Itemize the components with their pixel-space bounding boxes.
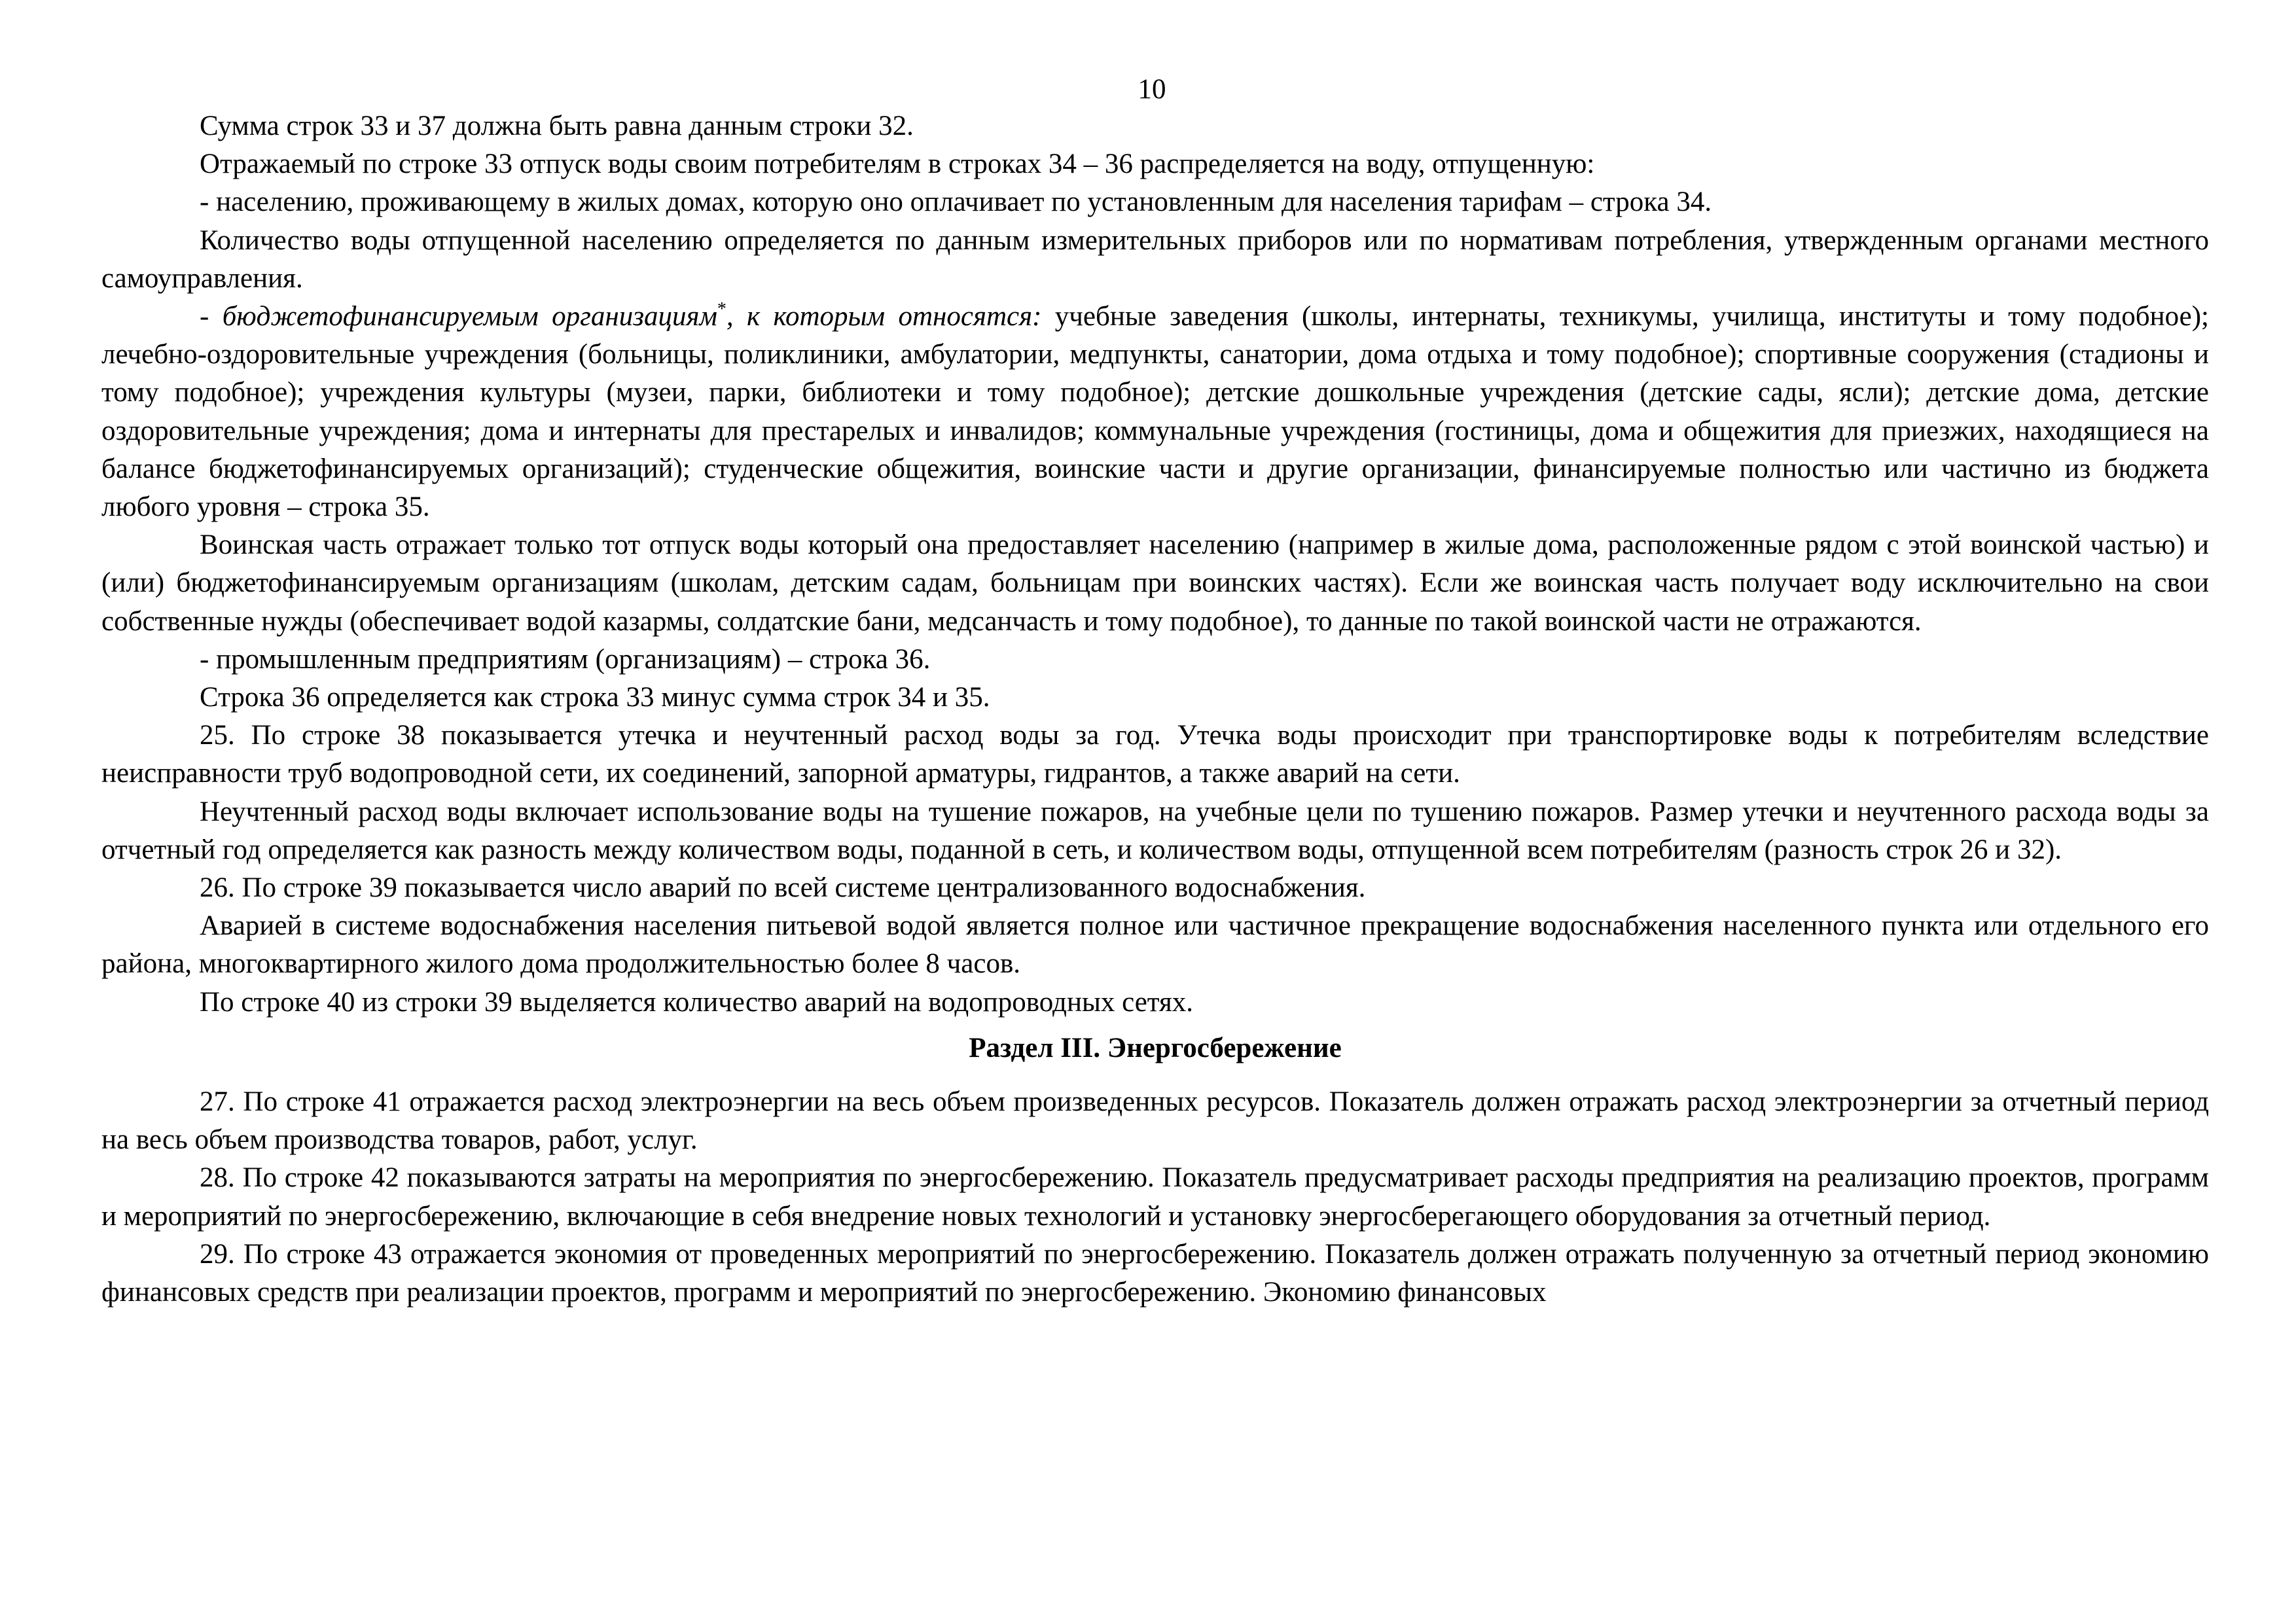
paragraph: Строка 36 определяется как строка 33 минус сумма строк 34 и 35. — [200, 682, 990, 713]
paragraph: Сумма строк 33 и 37 должна быть равна данным строки 32. — [200, 111, 914, 141]
paragraph: По строке 40 из строки 39 выделяется количество аварий на водопроводных сетях. — [200, 986, 1194, 1018]
section-heading: Раздел III. Энергосбережение — [969, 1032, 1342, 1063]
paragraph-italic-lead-continuation: , к которым относятся: — [726, 301, 1042, 332]
paragraph: Количество воды отпущенной населению определяется по данным измерительных приборов или по нормативам потребления, утвержденным органами местного самоуправления. — [101, 224, 2209, 294]
paragraph: Неучтенный расход воды включает использование воды на тушение пожаров, на учебные цели по тушению пожаров. Размер утечки и неучтенного расхода воды за отчетный год определяется как разность между количеством воды, поданной в сеть, и количеством воды, отпущенной всем потребителям (разность строк 26 и 32). — [101, 796, 2209, 865]
paragraph: 29. По строке 43 отражается экономия от проведенных мероприятий по энергосбережению. Показатель должен отражать полученную за отчетный период экономию финансовых средств при реализации проектов, программ и мероприятий по энергосбережению. Экономию финансовых — [101, 1238, 2209, 1308]
paragraph-text: учебные заведения (школы, интернаты, техникумы, училища, институты и тому подобное); лечебно-оздоровительные учреждения (больницы, поликлиники, амбулатории, медпункты, санатории, дома отдыха и тому подобное); спортивные сооружения (стадионы и тому подобное); учреждения культуры (музеи, парки, библиотеки и тому подобное); детские дошкольные учреждения (детские сады, ясли); детские дома, детские оздоровительные учреждения; дома и интернаты для престарелых и инвалидов; коммунальные учреждения (гостиницы, дома и общежития для приезжих, находящиеся на балансе бюджетофинансируемых организаций); студенческие общежития, воинские части и другие организации, финансируемые полностью или частично из бюджета любого уровня – строка 35. — [101, 301, 2209, 523]
paragraph: - населению, проживающему в жилых домах, которую оно оплачивает по установленным для населения тарифам – строка 34. — [200, 187, 1712, 218]
paragraph: - промышленным предприятиям (организациям) – строка 36. — [200, 643, 931, 675]
paragraph-italic-lead: - бюджетофинансируемым организациям — [200, 301, 717, 332]
paragraph: 26. По строке 39 показывается число аварий по всей системе централизованного водоснабжения. — [200, 872, 1366, 904]
paragraph: Аварией в системе водоснабжения населения питьевой водой является полное или частичное прекращение водоснабжения населенного пункта или отдельного его района, многоквартирного жилого дома продолжительностью более 8 часов. — [101, 910, 2209, 980]
footnote-marker: * — [717, 299, 726, 320]
paragraph: 28. По строке 42 показываются затраты на мероприятия по энергосбережению. Показатель предусматривает расходы предприятия на реализацию проектов, программ и мероприятий по энергосбережению, включающие в себя внедрение новых технологий и установку энергосберегающего оборудования за отчетный период. — [101, 1162, 2209, 1232]
paragraph: 25. По строке 38 показывается утечка и неучтенный расход воды за год. Утечка воды происходит при транспортировке воды к потребителям вследствие неисправности труб водопроводной сети, их соединений, запорной арматуры, гидрантов, а также аварий на сети. — [101, 720, 2209, 789]
document-body — [101, 107, 2209, 1311]
page-number: 10 — [1138, 74, 1166, 105]
paragraph: Воинская часть отражает только тот отпуск воды который она предоставляет населению (например в жилые дома, расположенные рядом с этой воинской частью) и (или) бюджетофинансируемым организациям (школам, детским садам, больницам при воинских частях). Если же воинская часть получает воду исключительно на свои собственные нужды (обеспечивает водой казармы, солдатские бани, медсанчасть и тому подобное), то данные по такой воинской части не отражаются. — [101, 529, 2209, 637]
paragraph: 27. По строке 41 отражается расход электроэнергии на весь объем произведенных ресурсов. Показатель должен отражать расход электроэнергии за отчетный период на весь объем производства товаров, работ, услуг. — [101, 1086, 2209, 1156]
paragraph-budget-organizations — [101, 298, 2209, 526]
paragraph: Отражаемый по строке 33 отпуск воды своим потребителям в строках 34 – 36 распределяется на воду, отпущенную: — [200, 149, 1595, 180]
